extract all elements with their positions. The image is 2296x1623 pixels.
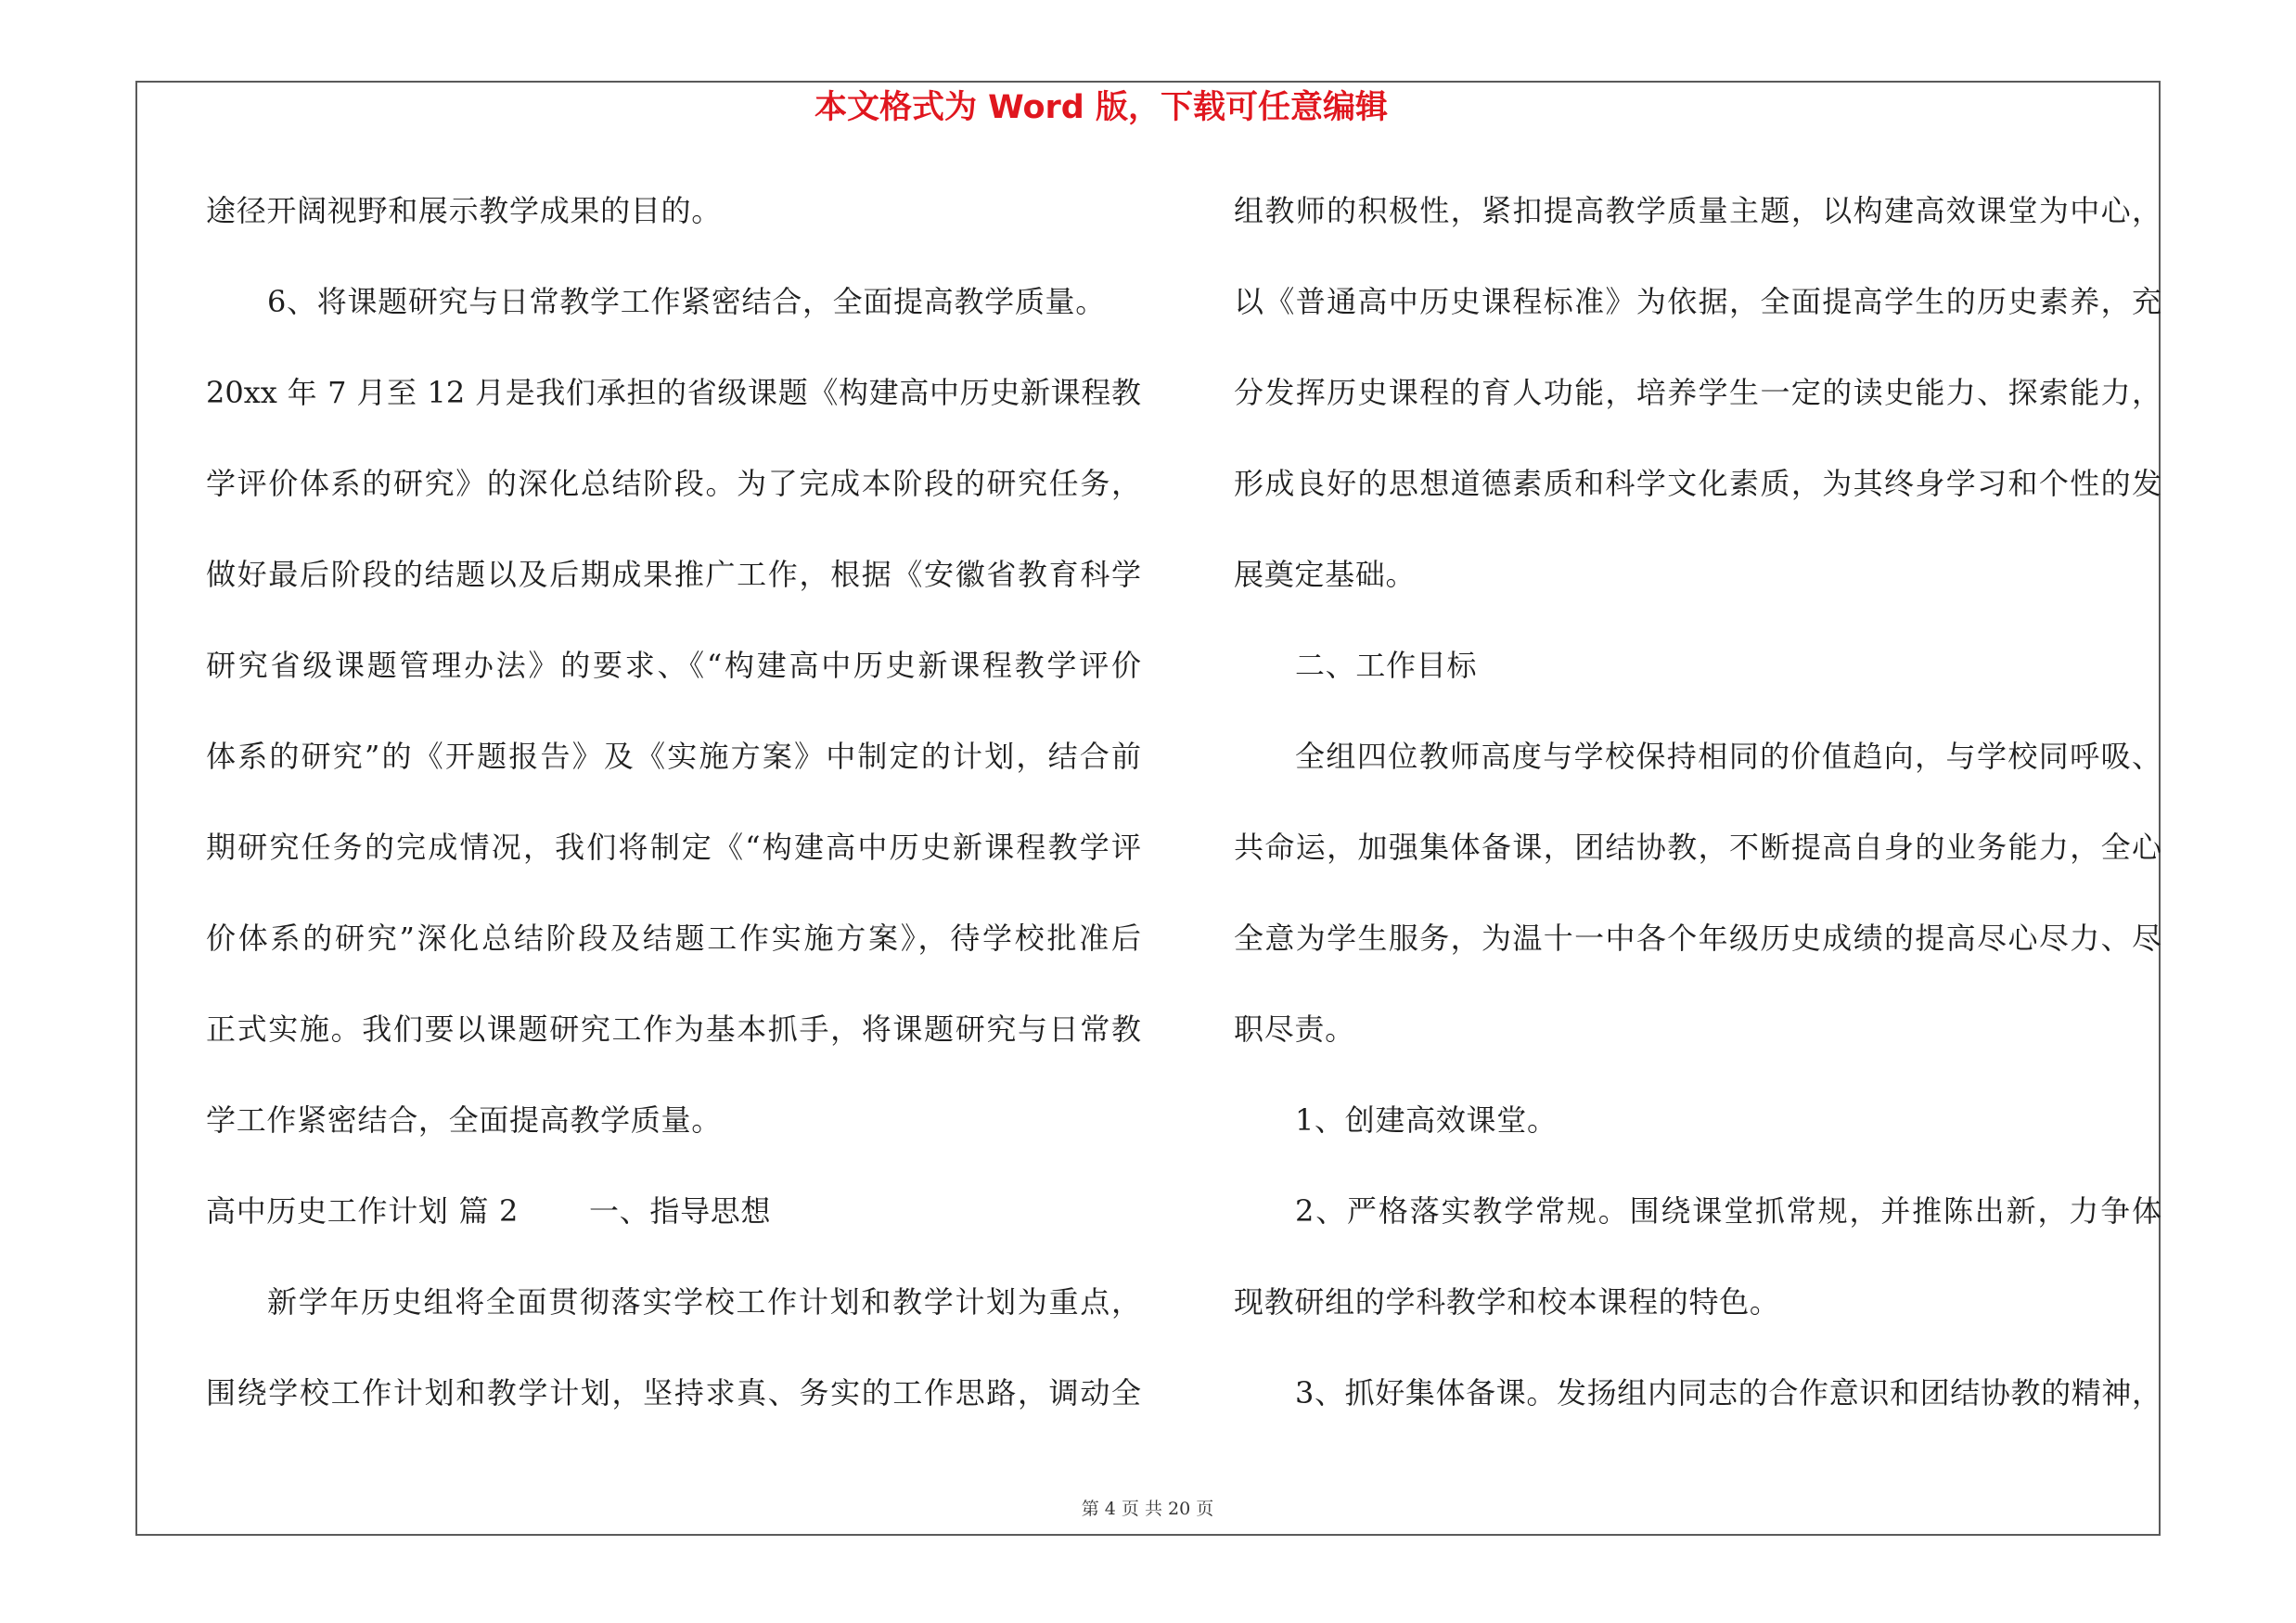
left-line-4: 学评价体系的研究》的深化总结阶段。为了完成本阶段的研究任务， <box>206 466 1141 501</box>
left-line-11: 学工作紧密结合，全面提高教学质量。 <box>206 1102 722 1138</box>
left-line-7: 体系的研究”的《开题报告》及《实施方案》中制定的计划，结合前 <box>206 739 1141 774</box>
right-line-9: 全意为学生服务，为温十一中各个年级历史成绩的提高尽心尽力、尽 <box>1234 921 2161 956</box>
left-line-5: 做好最后阶段的结题以及后期成果推广工作，根据《安徽省教育科学 <box>206 557 1141 592</box>
left-column <box>206 165 1141 1438</box>
left-line-8: 期研究任务的完成情况，我们将制定《“构建高中历史新课程教学评 <box>206 830 1141 865</box>
right-line-10: 职尽责。 <box>1234 1011 1355 1047</box>
format-notice: 本文格式为 Word 版，下载可任意编辑 <box>814 89 1389 126</box>
left-line-9: 价体系的研究”深化总结阶段及结题工作实施方案》，待学校批准后 <box>206 921 1141 956</box>
right-line-2: 以《普通高中历史课程标准》为依据，全面提高学生的历史素养，充 <box>1234 284 2161 319</box>
left-line-10: 正式实施。我们要以课题研究工作为基本抓手，将课题研究与日常教 <box>206 1011 1141 1047</box>
right-line-3: 分发挥历史课程的育人功能，培养学生一定的读史能力、探索能力， <box>1234 375 2161 410</box>
right-line-8: 共命运，加强集体备课，团结协教，不断提高自身的业务能力，全心 <box>1234 830 2161 865</box>
article-title-line <box>206 1166 1141 1256</box>
right-line-5: 展奠定基础。 <box>1234 557 1417 592</box>
left-line-14: 围绕学校工作计划和教学计划，坚持求真、务实的工作思路，调动全 <box>206 1375 1141 1410</box>
right-column <box>1234 165 2161 1438</box>
right-line-14: 3、抓好集体备课。发扬组内同志的合作意识和团结协教的精神， <box>1295 1375 2161 1410</box>
left-line-6: 研究省级课题管理办法》的要求、《“构建高中历史新课程教学评价 <box>206 648 1141 683</box>
article-title: 高中历史工作计划 篇 2 <box>206 1193 519 1229</box>
right-line-12: 2、严格落实教学常规。围绕课堂抓常规，并推陈出新，力争体 <box>1295 1193 2161 1229</box>
left-line-3: 20xx 年 7 月至 12 月是我们承担的省级课题《构建高中历史新课程教 <box>206 375 1141 410</box>
section-heading-guiding-ideology: 一、指导思想 <box>589 1193 772 1229</box>
left-line-13: 新学年历史组将全面贯彻落实学校工作计划和教学计划为重点， <box>267 1284 1141 1320</box>
right-line-4: 形成良好的思想道德素质和科学文化素质，为其终身学习和个性的发 <box>1234 466 2161 501</box>
section-heading-work-goals: 二、工作目标 <box>1295 648 1478 683</box>
left-line-2: 6、将课题研究与日常教学工作紧密结合，全面提高教学质量。 <box>267 284 1106 319</box>
page-number: 第 4 页 共 20 页 <box>1081 1499 1214 1519</box>
right-line-7: 全组四位教师高度与学校保持相同的价值趋向，与学校同呼吸、 <box>1295 739 2161 774</box>
right-line-1: 组教师的积极性，紧扣提高教学质量主题，以构建高效课堂为中心， <box>1234 193 2161 228</box>
left-line-1: 途径开阔视野和展示教学成果的目的。 <box>206 193 722 228</box>
right-line-13: 现教研组的学科教学和校本课程的特色。 <box>1234 1284 1780 1320</box>
right-line-11: 1、创建高效课堂。 <box>1295 1102 1558 1138</box>
